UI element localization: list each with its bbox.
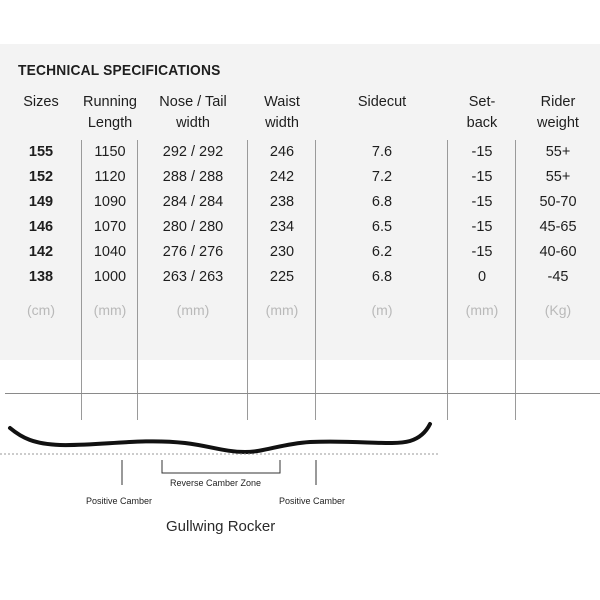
col-rider-weight xyxy=(516,88,600,330)
cell: 55+ xyxy=(545,144,571,160)
col-setback xyxy=(448,88,516,330)
cell: 152 xyxy=(28,169,54,185)
cell: 1070 xyxy=(93,219,127,235)
unit-sidecut: (m) xyxy=(371,302,393,318)
cell: 1000 xyxy=(93,269,127,285)
cell: 55+ xyxy=(545,169,571,185)
header-nose-tail-width: Nose / Tail width xyxy=(159,94,227,131)
cell: 6.2 xyxy=(371,244,393,260)
cell: 1040 xyxy=(93,244,127,260)
col-nose-tail-width xyxy=(138,88,248,330)
cell: 242 xyxy=(269,169,295,185)
col-running-length xyxy=(82,88,138,330)
cell: 292 / 292 xyxy=(162,144,224,160)
cell: 1150 xyxy=(94,144,126,160)
unit-setback: (mm) xyxy=(465,302,499,318)
cell: 238 xyxy=(269,194,295,210)
cell: 225 xyxy=(269,269,295,285)
unit-sizes: (cm) xyxy=(27,302,55,318)
left-positive-camber-label: Positive Camber xyxy=(86,496,153,506)
unit-rider-weight: (Kg) xyxy=(544,302,572,318)
section-divider xyxy=(5,393,600,394)
cell: 142 xyxy=(28,244,54,260)
cell: 40-60 xyxy=(539,244,577,260)
cell: 7.6 xyxy=(371,144,393,160)
cell: 6.5 xyxy=(371,219,393,235)
reverse-camber-zone-label: Reverse Camber Zone xyxy=(170,478,262,488)
profile-name: Gullwing Rocker xyxy=(166,518,276,535)
spec-title: TECHNICAL SPECIFICATIONS xyxy=(18,62,221,79)
cell: 280 / 280 xyxy=(162,219,224,235)
header-waist-width: Waist width xyxy=(264,94,300,131)
right-positive-camber-label: Positive Camber xyxy=(279,496,346,506)
cell: 6.8 xyxy=(371,194,393,210)
cell: 146 xyxy=(28,219,54,235)
cell: 276 / 276 xyxy=(162,244,224,260)
unit-running-length: (mm) xyxy=(93,302,127,318)
cell: -15 xyxy=(471,144,493,160)
cell: 1120 xyxy=(94,169,126,185)
board-profile-curve xyxy=(10,424,430,452)
col-waist-width xyxy=(248,88,316,330)
cell: 138 xyxy=(28,269,54,285)
cell: 6.8 xyxy=(371,269,393,285)
col-sidecut xyxy=(316,88,448,330)
cell: 246 xyxy=(269,144,295,160)
cell: -15 xyxy=(471,169,493,185)
header-running-length: Running Length xyxy=(82,94,137,131)
header-sidecut: Sidecut xyxy=(357,94,407,110)
cell: 0 xyxy=(477,269,487,285)
cell: -45 xyxy=(547,269,569,285)
cell: -15 xyxy=(471,244,493,260)
cell: -15 xyxy=(471,194,493,210)
cell: 50-70 xyxy=(539,194,577,210)
spec-table xyxy=(0,88,600,330)
cell: 234 xyxy=(269,219,295,235)
cell: 288 / 288 xyxy=(162,169,224,185)
cell: 45-65 xyxy=(539,219,577,235)
cell: 7.2 xyxy=(371,169,393,185)
header-rider-weight: Rider weight xyxy=(537,94,579,131)
unit-waist-width: (mm) xyxy=(265,302,299,318)
header-sizes: Sizes xyxy=(23,94,59,110)
cell: 230 xyxy=(269,244,295,260)
unit-nose-tail-width: (mm) xyxy=(176,302,210,318)
cell: 284 / 284 xyxy=(162,194,224,210)
reverse-camber-bracket xyxy=(162,460,280,473)
cell: 263 / 263 xyxy=(162,269,224,285)
cell: 1090 xyxy=(93,194,127,210)
cell: 149 xyxy=(28,194,54,210)
cell: -15 xyxy=(471,219,493,235)
col-sizes xyxy=(0,88,82,330)
header-setback: Set- back xyxy=(466,94,498,131)
cell: 155 xyxy=(28,144,54,160)
